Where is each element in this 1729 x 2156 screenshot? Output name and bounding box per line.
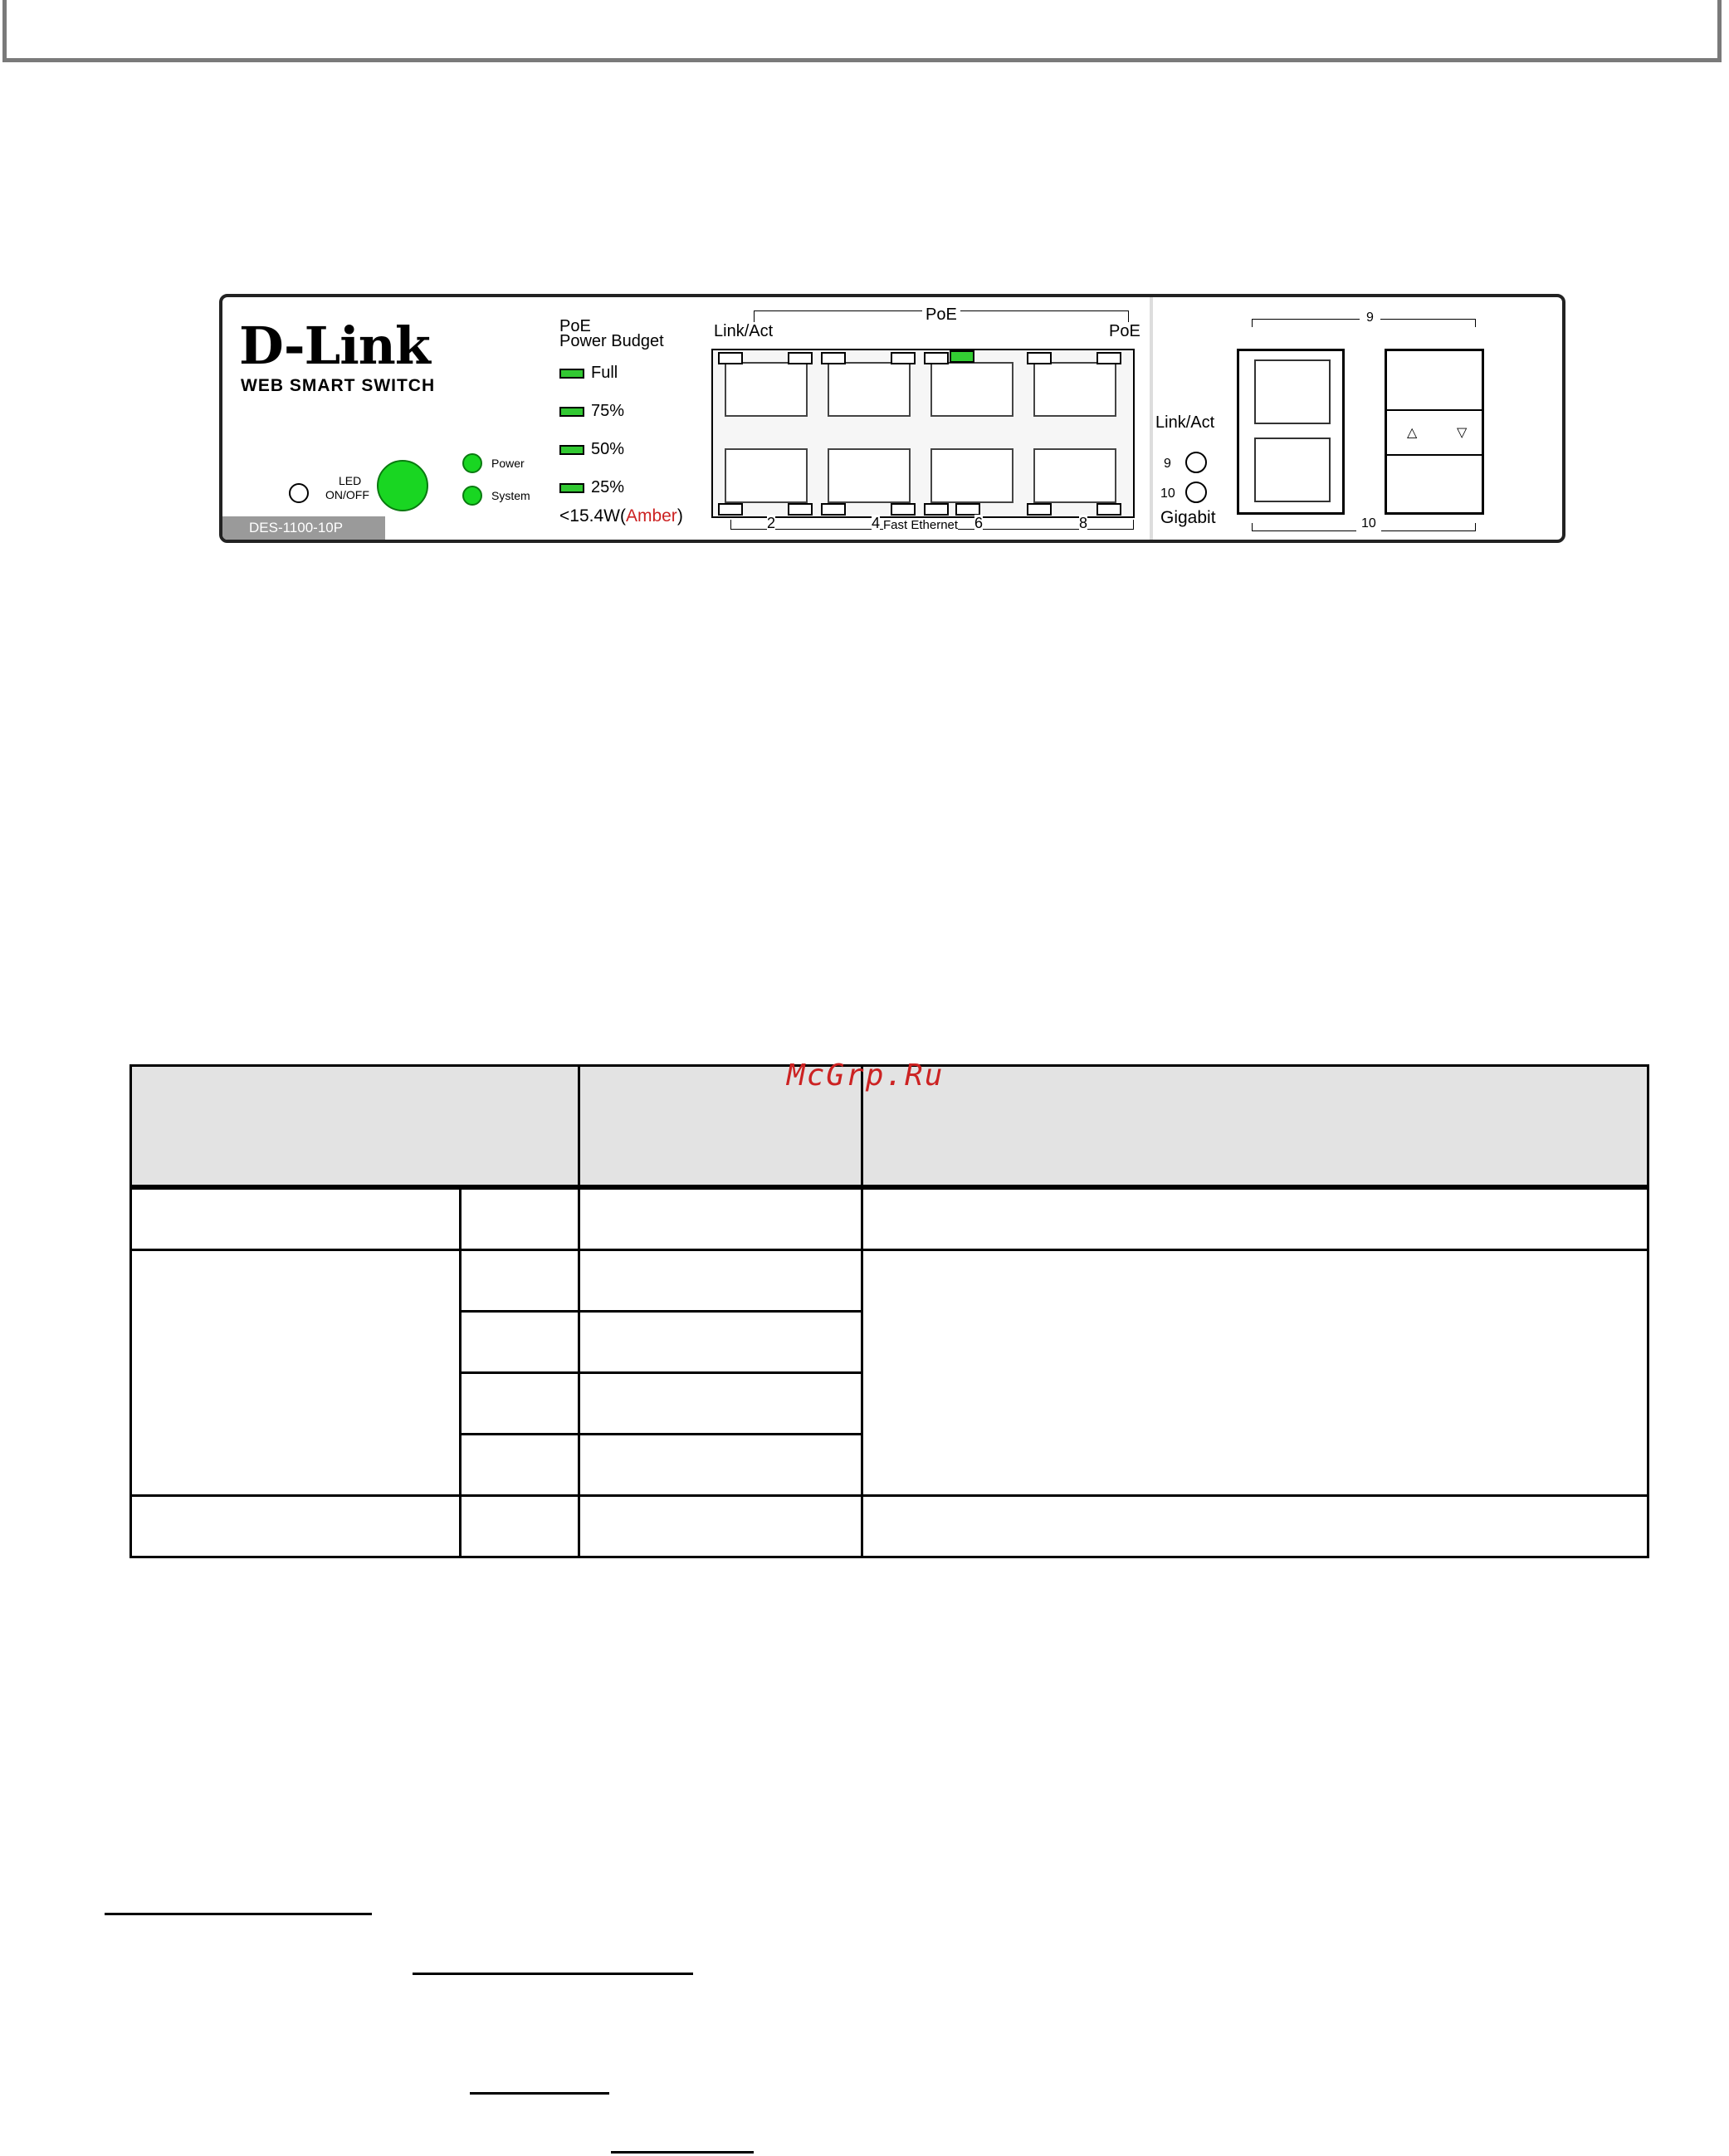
- port-led: [1096, 503, 1121, 516]
- port-led: [718, 503, 743, 516]
- table-cell: [131, 1250, 461, 1496]
- port-led: [821, 503, 846, 516]
- table-row: [131, 1187, 1648, 1250]
- watermark: McGrp.Ru: [787, 1058, 945, 1093]
- gig-port-9-label: 9: [1164, 457, 1171, 471]
- panel-divider: [1150, 297, 1153, 540]
- table-row: [131, 1496, 1648, 1557]
- poe-right-label: PoE: [1109, 322, 1140, 340]
- brand-logo: D-Link: [239, 315, 430, 376]
- table-cell: [579, 1187, 862, 1250]
- budget-note-amber: Amber: [625, 506, 677, 526]
- table-cell: [862, 1250, 1648, 1496]
- led-onoff-indicator: [289, 483, 309, 503]
- table-cell: [579, 1496, 862, 1557]
- underline-rule: [105, 1913, 372, 1915]
- budget-label-full: Full: [591, 364, 618, 382]
- gig-port-10-led: [1185, 482, 1207, 503]
- table-cell: [461, 1435, 579, 1496]
- gig-port-9-led: [1185, 452, 1207, 473]
- top-port-label: 9: [1360, 310, 1380, 325]
- port-led: [788, 503, 813, 516]
- sfp-divider: [1387, 409, 1482, 456]
- port-led: [1027, 352, 1052, 364]
- table-cell: [579, 1312, 862, 1373]
- port-led: [924, 352, 949, 364]
- poe-budget-title: PoE: [559, 317, 591, 335]
- port-number-4: 4: [872, 515, 881, 531]
- sfp-down-arrow: ▽: [1457, 424, 1468, 440]
- table-cell: [579, 1373, 862, 1435]
- led-indicator-table: [129, 1064, 1649, 1558]
- port-7[interactable]: [1033, 362, 1116, 417]
- table-cell: [862, 1187, 1648, 1250]
- port-2[interactable]: [725, 448, 808, 503]
- table-header-cell: [862, 1066, 1648, 1188]
- port-led: [924, 503, 949, 516]
- gig-linkact-label: Link/Act: [1155, 413, 1215, 432]
- underline-rule: [413, 1973, 693, 1975]
- model-label: DES-1100-10P: [222, 516, 385, 540]
- poe-budget-subtitle: Power Budget: [559, 332, 664, 350]
- port-led: [718, 352, 743, 364]
- budget-note-suffix: ): [676, 506, 683, 526]
- led-button-label-2: ON/OFF: [325, 488, 369, 501]
- budget-led-full: [559, 369, 584, 379]
- budget-led-25: [559, 483, 584, 493]
- system-led: [462, 486, 482, 506]
- table-row: [131, 1250, 1648, 1312]
- led-button-label-1: LED: [339, 474, 362, 487]
- gig-port-10-label: 10: [1160, 486, 1175, 501]
- table-cell: [862, 1496, 1648, 1557]
- sfp-up-arrow: △: [1407, 424, 1418, 440]
- linkact-label: Link/Act: [714, 322, 774, 340]
- table-cell: [131, 1496, 461, 1557]
- port-5[interactable]: [930, 362, 1013, 417]
- gig-port-9[interactable]: [1254, 359, 1331, 424]
- fast-ethernet-label: Fast Ethernet: [883, 518, 959, 532]
- table-cell: [461, 1496, 579, 1557]
- port-4[interactable]: [828, 448, 911, 503]
- table-header-cell: [131, 1066, 579, 1188]
- port-3[interactable]: [828, 362, 911, 417]
- power-led: [462, 453, 482, 473]
- port-led: [1096, 352, 1121, 364]
- port-number-8: 8: [1079, 515, 1088, 531]
- system-led-label: System: [491, 489, 530, 502]
- port-8[interactable]: [1033, 448, 1116, 503]
- poe-top-label: PoE: [922, 306, 960, 325]
- table-cell: [461, 1250, 579, 1312]
- port-led-active: [950, 350, 974, 363]
- table-cell: [461, 1373, 579, 1435]
- budget-label-75: 75%: [591, 402, 625, 420]
- port-led: [1027, 503, 1052, 516]
- port-6[interactable]: [930, 448, 1013, 503]
- port-led: [955, 503, 980, 516]
- port-number-6: 6: [974, 515, 984, 531]
- budget-led-75: [559, 407, 584, 417]
- budget-note-prefix: <15.4W(: [559, 506, 626, 526]
- underline-rule: [611, 2151, 754, 2154]
- port-led: [891, 503, 916, 516]
- port-1[interactable]: [725, 362, 808, 417]
- power-led-label: Power: [491, 457, 525, 470]
- table-cell: [131, 1187, 461, 1250]
- underline-rule: [470, 2092, 609, 2095]
- led-onoff-button[interactable]: [377, 460, 428, 511]
- budget-led-50: [559, 445, 584, 455]
- gigabit-port-bank: [1237, 349, 1345, 515]
- bottom-port-label: 10: [1356, 516, 1381, 531]
- table-cell: [461, 1312, 579, 1373]
- port-led: [788, 352, 813, 364]
- port-number-2: 2: [767, 515, 776, 531]
- sfp-slot[interactable]: [1385, 349, 1484, 515]
- page-header-box: [2, 0, 1722, 62]
- fast-ethernet-port-bank: [711, 349, 1135, 518]
- budget-label-50: 50%: [591, 440, 625, 458]
- gig-port-10[interactable]: [1254, 438, 1331, 502]
- budget-note: [559, 506, 683, 526]
- table-cell: [579, 1435, 862, 1496]
- brand-subtitle: WEB SMART SWITCH: [241, 376, 436, 395]
- switch-front-panel: [219, 294, 1565, 543]
- table-cell: [579, 1250, 862, 1312]
- gigabit-label: Gigabit: [1160, 508, 1216, 527]
- port-led: [821, 352, 846, 364]
- table-cell: [461, 1187, 579, 1250]
- port-led: [891, 352, 916, 364]
- budget-label-25: 25%: [591, 478, 625, 496]
